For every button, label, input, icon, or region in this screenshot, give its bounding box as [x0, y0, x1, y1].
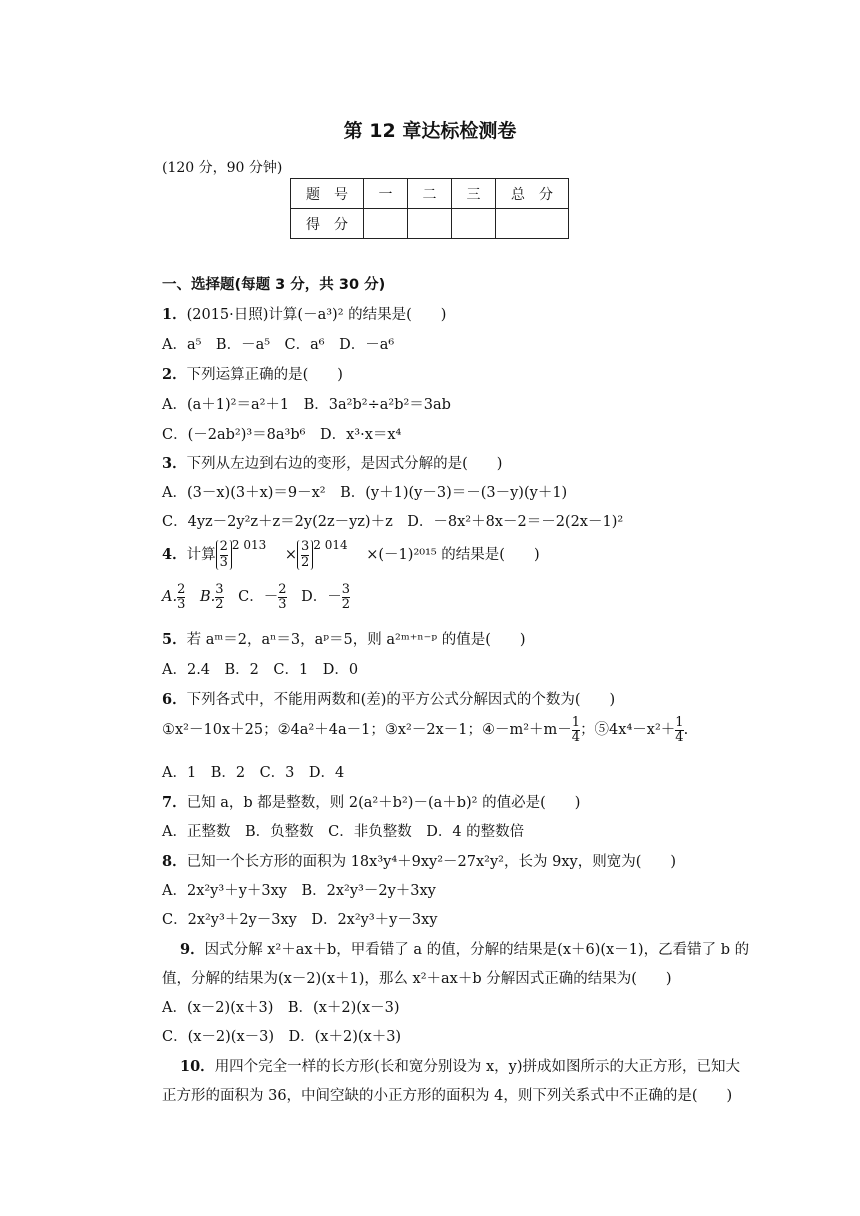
header-cell: 题 号: [291, 179, 364, 209]
fraction-bracket: [216, 540, 232, 570]
fraction: [215, 583, 223, 611]
fraction: [675, 716, 683, 744]
fraction-denominator: 3: [278, 596, 287, 612]
fraction-numerator: 2: [177, 582, 186, 597]
option-label: C．－: [238, 589, 279, 606]
question-text: ×(－1)²⁰¹⁵ 的结果是( ): [366, 547, 540, 563]
question-8: [162, 850, 676, 871]
question-text: 下列各式中，不能用两数和(差)的平方公式分解因式的个数为( ): [186, 692, 616, 708]
question-number: 10．: [180, 1058, 215, 1075]
fraction-numerator: 2: [219, 539, 228, 555]
header-cell: 总 分: [496, 179, 569, 209]
question-2-options-ab: A．(a＋1)²＝a²＋1 B．3a²b²÷a²b²＝3ab: [162, 397, 451, 413]
question-9-options-ab: A．(x－2)(x＋3) B．(x＋2)(x－3): [162, 1000, 400, 1016]
page-title: 第 12 章达标检测卷: [343, 120, 517, 142]
question-3-options-cd: C．4yz－2y²z＋z＝2y(2z－yz)＋z D．－8x²＋8x－2＝－2(2x－1)²: [162, 514, 624, 530]
fraction: [342, 583, 350, 611]
question-text: 因式分解 x²＋ax＋b，甲看错了 a 的值，分解的结果是(x＋6)(x－1)，乙看错了 b 的: [204, 942, 750, 958]
option-label: D．－: [301, 589, 342, 606]
fraction-numerator: 2: [278, 582, 287, 597]
question-number: 6．: [162, 691, 187, 708]
question-number: 2．: [162, 366, 187, 383]
fraction-denominator: 2: [301, 554, 310, 570]
option-label: A.: [162, 589, 178, 606]
question-text: 已知一个长方形的面积为 18x³y⁴＋9xy²－27x²y²，长为 9xy，则宽为( ): [186, 854, 677, 870]
score-cell[interactable]: [364, 209, 408, 239]
question-10-continued: 正方形的面积为 36，中间空缺的小正方形的面积为 4，则下列关系式中不正确的是( ): [162, 1088, 733, 1104]
score-table: [290, 178, 569, 239]
fraction-numerator: 1: [675, 715, 684, 730]
question-number: 3．: [162, 455, 187, 472]
fraction-denominator: 4: [675, 729, 684, 745]
fraction: [278, 583, 286, 611]
question-number: 5．: [162, 631, 187, 648]
fraction-numerator: 3: [301, 539, 310, 555]
question-number: 7．: [162, 794, 187, 811]
exponent: 2 014: [313, 538, 348, 552]
score-table-score-row: [291, 209, 569, 239]
score-table-header-row: [291, 179, 569, 209]
question-9-options-cd: C．(x－2)(x－3) D．(x＋2)(x＋3): [162, 1029, 402, 1045]
fraction: [572, 716, 580, 744]
question-text: 已知 a，b 都是整数，则 2(a²＋b²)－(a＋b)² 的值必是( ): [186, 795, 581, 811]
option-label: B.: [199, 589, 216, 606]
question-5-options: A．2.4 B．2 C．1 D．0: [162, 662, 359, 678]
section-heading: 一、选择题(每题 3 分，共 30 分): [162, 277, 386, 293]
question-text: 下列从左边到右边的变形，是因式分解的是( ): [186, 456, 503, 472]
question-3-options-ab: A．(3－x)(3＋x)＝9－x² B．(y＋1)(y－3)＝－(3－y)(y＋1): [162, 485, 568, 501]
row-label: 得 分: [291, 209, 364, 239]
score-cell[interactable]: [452, 209, 496, 239]
question-4: [162, 538, 540, 570]
question-number: 9．: [180, 941, 205, 958]
question-9-continued: 值，分解的结果为(x－2)(x＋1)，那么 x²＋ax＋b 分解因式正确的结果为( ): [162, 971, 672, 987]
question-1: [162, 303, 446, 324]
question-7: [162, 791, 580, 812]
score-cell[interactable]: [408, 209, 452, 239]
question-8-options-ab: A．2x²y³＋y＋3xy B．2x²y³－2y＋3xy: [162, 883, 436, 899]
fraction-denominator: 2: [215, 596, 224, 612]
question-9: [180, 938, 749, 959]
score-time-note: (120 分，90 分钟): [162, 160, 283, 176]
question-2-options-cd: C．(－2ab²)³＝8a³b⁶ D．x³·x＝x⁴: [162, 427, 402, 443]
question-6-expressions: [162, 716, 688, 744]
question-number: 8．: [162, 853, 187, 870]
question-6-options: A．1 B．2 C．3 D．4: [162, 765, 345, 781]
expression-text: .: [683, 722, 689, 739]
question-1-options: A．a⁵ B．－a⁵ C．a⁶ D．－a⁶: [162, 337, 395, 353]
exponent: 2 013: [231, 538, 267, 552]
fraction-denominator: 4: [571, 729, 581, 745]
question-text: 若 aᵐ＝2，aⁿ＝3，aᵖ＝5，则 a²ᵐ⁺ⁿ⁻ᵖ 的值是( ): [186, 632, 526, 648]
question-2: [162, 363, 343, 384]
question-text: 用四个完全一样的长方形(长和宽分别设为 x，y)拼成如图所示的大正方形，已知大: [214, 1059, 740, 1075]
question-number: 4．: [162, 546, 187, 563]
question-10: [180, 1055, 740, 1076]
question-text: (2015·日照)计算(－a³)² 的结果是( ): [186, 307, 447, 323]
score-cell[interactable]: [496, 209, 569, 239]
header-cell: 一: [364, 179, 408, 209]
multiply-sign: ×: [284, 547, 297, 563]
fraction: [177, 583, 185, 611]
fraction-numerator: 1: [571, 715, 581, 730]
header-cell: 三: [452, 179, 496, 209]
question-text: 计算: [186, 547, 216, 563]
expression-text: ；⑤4x⁴－x²＋: [580, 722, 676, 739]
fraction-denominator: 3: [219, 554, 228, 570]
fraction-denominator: 2: [341, 596, 351, 612]
question-6: [162, 688, 615, 709]
question-3: [162, 452, 502, 473]
question-5: [162, 628, 526, 649]
question-7-options: A．正整数 B．负整数 C．非负整数 D．4 的整数倍: [162, 824, 525, 840]
fraction-numerator: 3: [341, 582, 351, 597]
header-cell: 二: [408, 179, 452, 209]
expression-text: ①x²－10x＋25；②4a²＋4a－1；③x²－2x－1；④－m²＋m－: [162, 722, 572, 739]
question-number: 1．: [162, 306, 187, 323]
question-text: 下列运算正确的是( ): [186, 367, 343, 383]
fraction-numerator: 3: [215, 582, 224, 597]
question-8-options-cd: C．2x²y³＋2y－3xy D．2x²y³＋y－3xy: [162, 912, 438, 928]
fraction-bracket: [297, 540, 313, 570]
question-4-options: [162, 583, 350, 611]
fraction-denominator: 3: [177, 596, 186, 612]
